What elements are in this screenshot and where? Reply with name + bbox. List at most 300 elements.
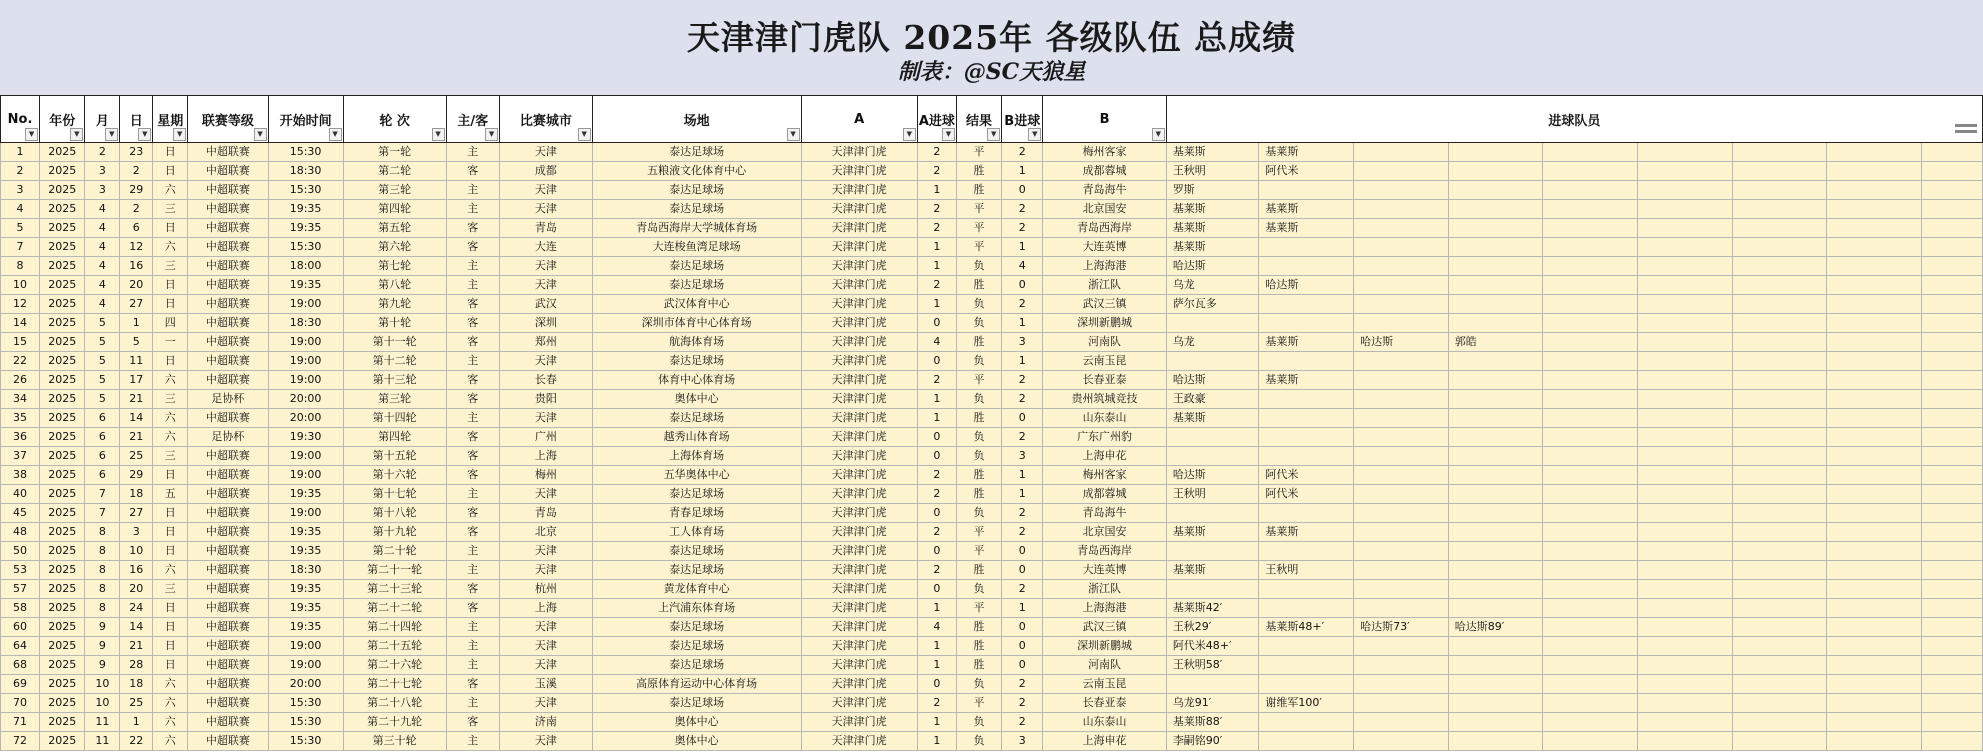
table-cell[interactable]: 第二十三轮 (343, 580, 446, 599)
empty-cell[interactable] (1827, 409, 1922, 428)
table-cell[interactable]: 1 (1002, 485, 1043, 504)
table-cell[interactable]: 上海体育场 (592, 447, 801, 466)
scorer-cell[interactable] (1259, 257, 1354, 276)
column-header[interactable] (268, 96, 343, 143)
scorer-cell[interactable] (1166, 352, 1259, 371)
table-cell[interactable]: 云南玉昆 (1043, 352, 1166, 371)
table-cell[interactable]: 六 (153, 561, 188, 580)
scorer-cell[interactable] (1354, 580, 1449, 599)
empty-cell[interactable] (1732, 162, 1827, 181)
empty-cell[interactable] (1638, 143, 1733, 162)
empty-cell[interactable] (1922, 371, 1983, 390)
table-cell[interactable]: 日 (153, 295, 188, 314)
scorer-cell[interactable] (1259, 580, 1354, 599)
table-cell[interactable]: 负 (956, 447, 1001, 466)
table-cell[interactable]: 12 (1, 295, 40, 314)
table-cell[interactable]: 长春亚泰 (1043, 694, 1166, 713)
table-cell[interactable]: 成都 (500, 162, 593, 181)
table-cell[interactable]: 第十九轮 (343, 523, 446, 542)
table-cell[interactable]: 第十七轮 (343, 485, 446, 504)
scorer-cell[interactable]: 郭皓 (1448, 333, 1543, 352)
empty-cell[interactable] (1922, 333, 1983, 352)
empty-cell[interactable] (1543, 181, 1638, 200)
table-cell[interactable]: 19:00 (268, 333, 343, 352)
scorer-cell[interactable]: 哈达斯73′ (1354, 618, 1449, 637)
empty-cell[interactable] (1922, 485, 1983, 504)
empty-cell[interactable] (1827, 447, 1922, 466)
filter-dropdown-icon[interactable]: ▼ (942, 128, 955, 141)
table-cell[interactable]: 中超联赛 (188, 295, 268, 314)
scorer-cell[interactable] (1166, 675, 1259, 694)
table-cell[interactable]: 贵阳 (500, 390, 593, 409)
empty-cell[interactable] (1922, 162, 1983, 181)
table-cell[interactable]: 胜 (956, 618, 1001, 637)
empty-cell[interactable] (1732, 656, 1827, 675)
table-cell[interactable]: 泰达足球场 (592, 561, 801, 580)
table-cell[interactable]: 广东广州豹 (1043, 428, 1166, 447)
scorer-cell[interactable] (1354, 447, 1449, 466)
scorer-cell[interactable] (1448, 637, 1543, 656)
table-cell[interactable]: 天津津门虎 (801, 333, 917, 352)
empty-cell[interactable] (1732, 466, 1827, 485)
table-cell[interactable]: 主 (446, 694, 500, 713)
table-cell[interactable]: 10 (85, 694, 120, 713)
filter-dropdown-icon[interactable]: ▼ (25, 128, 38, 141)
table-cell[interactable]: 26 (1, 371, 40, 390)
empty-cell[interactable] (1922, 675, 1983, 694)
table-cell[interactable]: 泰达足球场 (592, 200, 801, 219)
table-cell[interactable]: 2 (917, 694, 956, 713)
empty-cell[interactable] (1827, 181, 1922, 200)
table-cell[interactable]: 14 (120, 618, 153, 637)
table-cell[interactable]: 天津津门虎 (801, 219, 917, 238)
empty-cell[interactable] (1638, 485, 1733, 504)
scorer-cell[interactable] (1354, 504, 1449, 523)
table-cell[interactable]: 泰达足球场 (592, 618, 801, 637)
table-cell[interactable]: 第六轮 (343, 238, 446, 257)
empty-cell[interactable] (1638, 656, 1733, 675)
table-cell[interactable]: 中超联赛 (188, 504, 268, 523)
empty-cell[interactable] (1922, 466, 1983, 485)
table-cell[interactable]: 2025 (40, 314, 85, 333)
table-cell[interactable]: 19:00 (268, 637, 343, 656)
table-cell[interactable]: 足协杯 (188, 428, 268, 447)
scorer-cell[interactable] (1448, 428, 1543, 447)
scorer-cell[interactable] (1448, 542, 1543, 561)
empty-cell[interactable] (1638, 238, 1733, 257)
table-cell[interactable]: 主 (446, 200, 500, 219)
table-cell[interactable]: 2025 (40, 561, 85, 580)
table-cell[interactable]: 6 (85, 447, 120, 466)
table-cell[interactable]: 负 (956, 352, 1001, 371)
table-cell[interactable]: 上海海港 (1043, 599, 1166, 618)
empty-cell[interactable] (1827, 219, 1922, 238)
table-cell[interactable]: 三 (153, 390, 188, 409)
filter-dropdown-icon[interactable]: ▼ (987, 128, 1000, 141)
scorer-cell[interactable] (1354, 200, 1449, 219)
table-cell[interactable]: 平 (956, 694, 1001, 713)
table-cell[interactable]: 27 (120, 504, 153, 523)
table-cell[interactable]: 中超联赛 (188, 542, 268, 561)
table-cell[interactable]: 19:35 (268, 200, 343, 219)
table-cell[interactable]: 浙江队 (1043, 580, 1166, 599)
table-cell[interactable]: 21 (120, 637, 153, 656)
empty-cell[interactable] (1543, 238, 1638, 257)
table-cell[interactable]: 客 (446, 504, 500, 523)
empty-cell[interactable] (1543, 447, 1638, 466)
empty-cell[interactable] (1922, 504, 1983, 523)
table-cell[interactable]: 4 (1002, 257, 1043, 276)
table-cell[interactable]: 天津津门虎 (801, 314, 917, 333)
scorer-cell[interactable] (1448, 447, 1543, 466)
table-cell[interactable]: 64 (1, 637, 40, 656)
scorer-cell[interactable] (1448, 371, 1543, 390)
table-cell[interactable]: 郑州 (500, 333, 593, 352)
table-cell[interactable]: 57 (1, 580, 40, 599)
filter-dropdown-icon[interactable]: ▼ (787, 128, 800, 141)
table-cell[interactable]: 天津津门虎 (801, 656, 917, 675)
table-cell[interactable]: 五粮液文化体育中心 (592, 162, 801, 181)
table-cell[interactable]: 六 (153, 181, 188, 200)
scorer-cell[interactable] (1354, 219, 1449, 238)
scorer-cell[interactable]: 哈达斯 (1166, 371, 1259, 390)
scorer-cell[interactable]: 哈达斯 (1259, 276, 1354, 295)
table-cell[interactable]: 11 (85, 713, 120, 732)
scorer-cell[interactable] (1354, 675, 1449, 694)
empty-cell[interactable] (1638, 200, 1733, 219)
column-header[interactable] (85, 96, 120, 143)
table-cell[interactable]: 34 (1, 390, 40, 409)
table-cell[interactable]: 天津 (500, 485, 593, 504)
empty-cell[interactable] (1543, 523, 1638, 542)
table-cell[interactable]: 泰达足球场 (592, 276, 801, 295)
empty-cell[interactable] (1638, 675, 1733, 694)
scorer-cell[interactable] (1354, 181, 1449, 200)
empty-cell[interactable] (1638, 409, 1733, 428)
table-cell[interactable]: 70 (1, 694, 40, 713)
column-header[interactable] (500, 96, 593, 143)
empty-cell[interactable] (1827, 713, 1922, 732)
table-cell[interactable]: 2 (917, 466, 956, 485)
scorer-cell[interactable]: 基莱斯 (1259, 333, 1354, 352)
scorer-cell[interactable] (1448, 200, 1543, 219)
table-cell[interactable]: 0 (1002, 656, 1043, 675)
table-cell[interactable]: 2025 (40, 409, 85, 428)
table-cell[interactable]: 中超联赛 (188, 466, 268, 485)
table-cell[interactable]: 主 (446, 542, 500, 561)
table-cell[interactable]: 1 (917, 181, 956, 200)
table-cell[interactable]: 上海申花 (1043, 447, 1166, 466)
table-cell[interactable]: 69 (1, 675, 40, 694)
scorer-cell[interactable] (1448, 238, 1543, 257)
table-cell[interactable]: 2025 (40, 371, 85, 390)
table-cell[interactable]: 胜 (956, 181, 1001, 200)
empty-cell[interactable] (1543, 675, 1638, 694)
table-cell[interactable]: 20:00 (268, 675, 343, 694)
table-cell[interactable]: 8 (85, 580, 120, 599)
empty-cell[interactable] (1543, 504, 1638, 523)
table-cell[interactable]: 五华奥体中心 (592, 466, 801, 485)
table-cell[interactable]: 客 (446, 599, 500, 618)
table-cell[interactable]: 高原体育运动中心体育场 (592, 675, 801, 694)
table-cell[interactable]: 主 (446, 561, 500, 580)
filter-dropdown-icon[interactable]: ▼ (432, 128, 445, 141)
empty-cell[interactable] (1922, 409, 1983, 428)
table-cell[interactable]: 平 (956, 219, 1001, 238)
table-cell[interactable]: 平 (956, 238, 1001, 257)
table-cell[interactable]: 2 (1002, 390, 1043, 409)
table-cell[interactable]: 14 (120, 409, 153, 428)
scorer-cell[interactable] (1354, 542, 1449, 561)
table-cell[interactable]: 2 (1002, 428, 1043, 447)
scorer-cell[interactable] (1448, 580, 1543, 599)
empty-cell[interactable] (1922, 143, 1983, 162)
table-cell[interactable]: 3 (1, 181, 40, 200)
table-cell[interactable]: 客 (446, 390, 500, 409)
table-cell[interactable]: 4 (85, 238, 120, 257)
table-cell[interactable]: 2025 (40, 162, 85, 181)
table-cell[interactable]: 11 (120, 352, 153, 371)
empty-cell[interactable] (1732, 618, 1827, 637)
empty-cell[interactable] (1543, 295, 1638, 314)
empty-cell[interactable] (1638, 333, 1733, 352)
empty-cell[interactable] (1543, 219, 1638, 238)
scorer-cell[interactable]: 王秋明 (1259, 561, 1354, 580)
empty-cell[interactable] (1732, 333, 1827, 352)
table-cell[interactable]: 60 (1, 618, 40, 637)
empty-cell[interactable] (1638, 713, 1733, 732)
empty-cell[interactable] (1732, 371, 1827, 390)
table-cell[interactable]: 40 (1, 485, 40, 504)
empty-cell[interactable] (1732, 580, 1827, 599)
table-cell[interactable]: 主 (446, 276, 500, 295)
table-cell[interactable]: 19:00 (268, 295, 343, 314)
empty-cell[interactable] (1922, 314, 1983, 333)
table-cell[interactable]: 第二轮 (343, 162, 446, 181)
scorer-cell[interactable]: 基莱斯 (1259, 371, 1354, 390)
empty-cell[interactable] (1732, 542, 1827, 561)
scorer-cell[interactable]: 基莱斯 (1166, 143, 1259, 162)
table-cell[interactable]: 青岛 (500, 219, 593, 238)
table-cell[interactable]: 48 (1, 523, 40, 542)
scorer-cell[interactable] (1259, 504, 1354, 523)
table-cell[interactable]: 天津 (500, 276, 593, 295)
table-cell[interactable]: 2025 (40, 713, 85, 732)
table-cell[interactable]: 日 (153, 599, 188, 618)
table-cell[interactable]: 4 (85, 200, 120, 219)
table-cell[interactable]: 主 (446, 143, 500, 162)
scorer-cell[interactable] (1448, 295, 1543, 314)
empty-cell[interactable] (1922, 542, 1983, 561)
empty-cell[interactable] (1638, 504, 1733, 523)
table-cell[interactable]: 第十八轮 (343, 504, 446, 523)
scorer-cell[interactable] (1448, 390, 1543, 409)
table-cell[interactable]: 青岛西海岸 (1043, 219, 1166, 238)
table-cell[interactable]: 7 (85, 504, 120, 523)
empty-cell[interactable] (1638, 428, 1733, 447)
table-cell[interactable]: 负 (956, 732, 1001, 751)
table-cell[interactable]: 日 (153, 542, 188, 561)
table-cell[interactable]: 1 (917, 713, 956, 732)
table-cell[interactable]: 第十六轮 (343, 466, 446, 485)
table-cell[interactable]: 六 (153, 732, 188, 751)
filter-dropdown-icon[interactable]: ▼ (105, 128, 118, 141)
table-cell[interactable]: 0 (1002, 542, 1043, 561)
table-cell[interactable]: 1 (1002, 162, 1043, 181)
empty-cell[interactable] (1922, 561, 1983, 580)
empty-cell[interactable] (1827, 656, 1922, 675)
table-cell[interactable]: 28 (120, 656, 153, 675)
table-cell[interactable]: 黄龙体育中心 (592, 580, 801, 599)
scorer-cell[interactable]: 王秋明 (1166, 162, 1259, 181)
scorer-cell[interactable] (1259, 314, 1354, 333)
table-cell[interactable]: 0 (917, 580, 956, 599)
table-cell[interactable]: 负 (956, 713, 1001, 732)
table-cell[interactable]: 15:30 (268, 181, 343, 200)
table-cell[interactable]: 21 (120, 390, 153, 409)
table-cell[interactable]: 2 (917, 143, 956, 162)
table-cell[interactable]: 15:30 (268, 732, 343, 751)
table-cell[interactable]: 5 (85, 371, 120, 390)
table-cell[interactable]: 三 (153, 257, 188, 276)
table-cell[interactable]: 24 (120, 599, 153, 618)
table-cell[interactable]: 15:30 (268, 238, 343, 257)
scorer-cell[interactable] (1166, 447, 1259, 466)
scorer-cell[interactable] (1259, 390, 1354, 409)
table-cell[interactable]: 日 (153, 143, 188, 162)
table-cell[interactable]: 4 (85, 295, 120, 314)
table-cell[interactable]: 天津津门虎 (801, 390, 917, 409)
table-cell[interactable]: 4 (85, 276, 120, 295)
table-cell[interactable]: 主 (446, 257, 500, 276)
table-cell[interactable]: 武汉三镇 (1043, 618, 1166, 637)
table-cell[interactable]: 日 (153, 618, 188, 637)
table-cell[interactable]: 2025 (40, 732, 85, 751)
table-cell[interactable]: 2025 (40, 637, 85, 656)
table-cell[interactable]: 客 (446, 295, 500, 314)
scorer-cell[interactable]: 阿代米 (1259, 466, 1354, 485)
empty-cell[interactable] (1922, 656, 1983, 675)
scorer-cell[interactable]: 哈达斯 (1166, 466, 1259, 485)
empty-cell[interactable] (1732, 390, 1827, 409)
scorer-cell[interactable] (1354, 523, 1449, 542)
table-cell[interactable]: 天津津门虎 (801, 561, 917, 580)
table-cell[interactable]: 天津津门虎 (801, 580, 917, 599)
table-cell[interactable]: 第八轮 (343, 276, 446, 295)
scorer-cell[interactable] (1354, 466, 1449, 485)
table-cell[interactable]: 3 (120, 523, 153, 542)
table-cell[interactable]: 2 (917, 276, 956, 295)
table-cell[interactable]: 日 (153, 523, 188, 542)
empty-cell[interactable] (1922, 732, 1983, 751)
empty-cell[interactable] (1922, 713, 1983, 732)
scorer-cell[interactable]: 哈达斯89′ (1448, 618, 1543, 637)
table-cell[interactable]: 8 (85, 599, 120, 618)
table-cell[interactable]: 18:30 (268, 561, 343, 580)
scorer-cell[interactable]: 王秋明58′ (1166, 656, 1259, 675)
table-cell[interactable]: 68 (1, 656, 40, 675)
table-cell[interactable]: 天津 (500, 352, 593, 371)
table-cell[interactable]: 15 (1, 333, 40, 352)
table-cell[interactable]: 2025 (40, 352, 85, 371)
table-cell[interactable]: 1 (120, 314, 153, 333)
empty-cell[interactable] (1827, 333, 1922, 352)
table-cell[interactable]: 客 (446, 523, 500, 542)
table-cell[interactable]: 天津津门虎 (801, 238, 917, 257)
empty-cell[interactable] (1543, 637, 1638, 656)
table-cell[interactable]: 河南队 (1043, 656, 1166, 675)
table-cell[interactable]: 中超联赛 (188, 257, 268, 276)
table-cell[interactable]: 主 (446, 618, 500, 637)
empty-cell[interactable] (1827, 732, 1922, 751)
scorer-cell[interactable]: 基莱斯 (1166, 219, 1259, 238)
table-cell[interactable]: 平 (956, 200, 1001, 219)
table-cell[interactable]: 主 (446, 732, 500, 751)
table-cell[interactable]: 中超联赛 (188, 561, 268, 580)
table-cell[interactable]: 0 (917, 675, 956, 694)
scorer-cell[interactable]: 基莱斯42′ (1166, 599, 1259, 618)
table-cell[interactable]: 日 (153, 276, 188, 295)
empty-cell[interactable] (1922, 276, 1983, 295)
table-cell[interactable]: 深圳新鹏城 (1043, 314, 1166, 333)
table-cell[interactable]: 1 (917, 637, 956, 656)
table-cell[interactable]: 19:35 (268, 542, 343, 561)
table-cell[interactable]: 客 (446, 428, 500, 447)
empty-cell[interactable] (1732, 447, 1827, 466)
table-cell[interactable]: 胜 (956, 561, 1001, 580)
scorer-cell[interactable] (1448, 314, 1543, 333)
table-cell[interactable]: 武汉三镇 (1043, 295, 1166, 314)
table-cell[interactable]: 1 (917, 390, 956, 409)
table-cell[interactable]: 2 (120, 200, 153, 219)
table-cell[interactable]: 第二十九轮 (343, 713, 446, 732)
table-cell[interactable]: 广州 (500, 428, 593, 447)
table-cell[interactable]: 0 (1002, 276, 1043, 295)
table-cell[interactable]: 天津津门虎 (801, 409, 917, 428)
table-cell[interactable]: 72 (1, 732, 40, 751)
table-cell[interactable]: 1 (1002, 352, 1043, 371)
table-cell[interactable]: 19:35 (268, 523, 343, 542)
table-cell[interactable]: 中超联赛 (188, 713, 268, 732)
table-cell[interactable]: 主 (446, 485, 500, 504)
empty-cell[interactable] (1638, 561, 1733, 580)
empty-cell[interactable] (1638, 352, 1733, 371)
table-cell[interactable]: 天津津门虎 (801, 694, 917, 713)
table-cell[interactable]: 日 (153, 637, 188, 656)
table-cell[interactable]: 27 (120, 295, 153, 314)
empty-cell[interactable] (1922, 257, 1983, 276)
scorer-cell[interactable] (1354, 371, 1449, 390)
scorer-cell[interactable]: 乌龙 (1166, 276, 1259, 295)
empty-cell[interactable] (1543, 333, 1638, 352)
empty-cell[interactable] (1827, 143, 1922, 162)
table-cell[interactable]: 日 (153, 352, 188, 371)
empty-cell[interactable] (1543, 371, 1638, 390)
table-cell[interactable]: 5 (85, 352, 120, 371)
table-cell[interactable]: 青岛海牛 (1043, 181, 1166, 200)
table-cell[interactable]: 天津 (500, 732, 593, 751)
empty-cell[interactable] (1732, 599, 1827, 618)
empty-cell[interactable] (1922, 295, 1983, 314)
table-cell[interactable]: 10 (120, 542, 153, 561)
table-cell[interactable]: 负 (956, 295, 1001, 314)
table-cell[interactable]: 天津 (500, 561, 593, 580)
scorer-cell[interactable] (1354, 238, 1449, 257)
table-cell[interactable]: 泰达足球场 (592, 181, 801, 200)
scorer-cell[interactable]: 基莱斯 (1259, 143, 1354, 162)
table-cell[interactable]: 29 (120, 466, 153, 485)
column-header[interactable] (188, 96, 268, 143)
